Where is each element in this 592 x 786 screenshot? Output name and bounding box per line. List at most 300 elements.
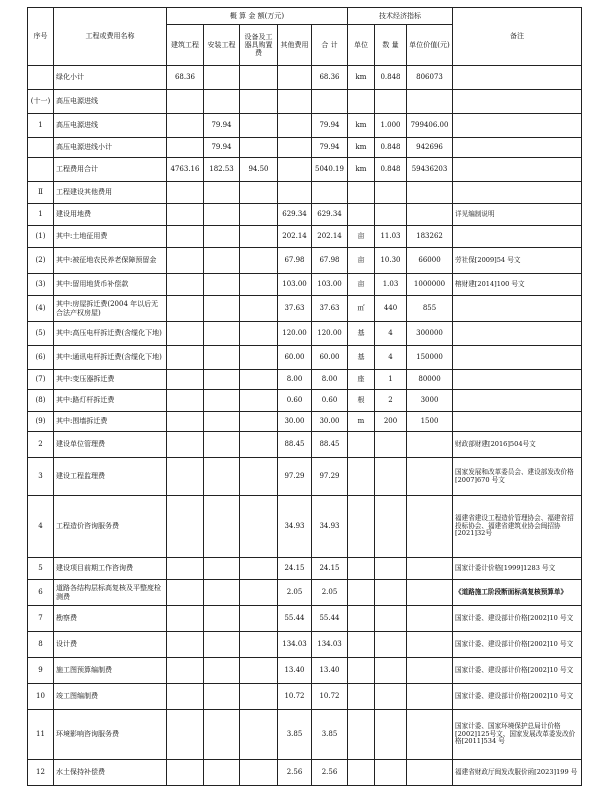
row-other-cell: 2.56 [278,760,312,786]
row-other-cell [278,90,312,114]
row-total-cell: 134.03 [312,632,348,658]
row-name-cell: 其中:土地征用费 [54,226,167,248]
row-other-cell: 134.03 [278,632,312,658]
row-name-cell: 高压电源进线 [54,114,167,138]
row-seq-cell: Ⅱ [28,182,54,204]
row-equipment-cell [240,606,278,632]
table-row [28,204,582,226]
row-seq-cell: (1) [28,226,54,248]
row-qty-cell: 200 [375,412,407,432]
header-tech-group: 技术经济指标 [348,8,453,25]
table-row [28,580,582,606]
row-name-cell: 设计费 [54,632,167,658]
row-unit-value-cell [407,496,453,558]
row-install-cell [204,90,240,114]
row-total-cell: 24.15 [312,558,348,580]
row-seq-cell: 12 [28,760,54,786]
row-seq-cell: 11 [28,710,54,760]
row-install-cell [204,390,240,412]
row-total-cell: 79.94 [312,114,348,138]
row-total-cell: 629.34 [312,204,348,226]
row-other-cell: 103.00 [278,274,312,296]
row-remark-cell: 福建省财政厅闽发改服价函[2023]199 号 [453,760,582,786]
row-equipment-cell [240,90,278,114]
row-install-cell [204,412,240,432]
row-install-cell [204,322,240,346]
row-building-cell [167,710,204,760]
row-qty-cell: 1 [375,370,407,390]
row-equipment-cell [240,274,278,296]
row-equipment-cell [240,710,278,760]
row-total-cell: 67.98 [312,248,348,274]
header-install: 安装工程 [204,25,240,66]
row-other-cell [278,158,312,182]
row-other-cell: 24.15 [278,558,312,580]
row-unit-cell: ㎡ [348,296,375,322]
row-other-cell: 3.85 [278,710,312,760]
row-qty-cell [375,658,407,684]
row-building-cell [167,226,204,248]
row-unit-value-cell: 855 [407,296,453,322]
table-row [28,226,582,248]
row-qty-cell: 11.03 [375,226,407,248]
row-unit-cell: m [348,412,375,432]
row-qty-cell: 1.000 [375,114,407,138]
row-unit-cell: 根 [348,390,375,412]
row-building-cell [167,458,204,496]
row-unit-value-cell [407,710,453,760]
row-install-cell [204,580,240,606]
row-name-cell: 其中:通讯电杆拆迁费(含缆化下地) [54,346,167,370]
row-install-cell [204,296,240,322]
row-install-cell: 79.94 [204,138,240,158]
row-remark-cell: 国家计委、建设部计价格[2002]10 号文 [453,632,582,658]
row-total-cell: 79.94 [312,138,348,158]
row-unit-value-cell [407,182,453,204]
table-row [28,606,582,632]
row-building-cell [167,90,204,114]
row-unit-value-cell: 799406.00 [407,114,453,138]
row-unit-value-cell [407,580,453,606]
row-other-cell: 55.44 [278,606,312,632]
row-unit-value-cell: 150000 [407,346,453,370]
row-seq-cell: (6) [28,346,54,370]
row-install-cell: 182.53 [204,158,240,182]
row-seq-cell: 10 [28,684,54,710]
row-unit-value-cell [407,90,453,114]
header-unit: 单位 [348,25,375,66]
row-equipment-cell [240,138,278,158]
row-remark-cell [453,370,582,390]
row-seq-cell: (3) [28,274,54,296]
row-qty-cell: 2 [375,390,407,412]
row-unit-value-cell [407,658,453,684]
row-total-cell: 103.00 [312,274,348,296]
row-unit-cell [348,558,375,580]
row-name-cell: 建设单位管理费 [54,432,167,458]
row-unit-cell: 亩 [348,274,375,296]
row-name-cell: 工程造价咨询服务费 [54,496,167,558]
row-remark-cell: 福建省建设工程造价管理协会、福建省招投标协会、福建省建筑业协会闽招协[2021]32号 [453,496,582,558]
row-name-cell: 其中:变压器拆迁费 [54,370,167,390]
row-unit-cell [348,580,375,606]
row-equipment-cell [240,412,278,432]
row-building-cell [167,296,204,322]
row-remark-cell [453,390,582,412]
row-total-cell: 30.00 [312,412,348,432]
row-seq-cell: (2) [28,248,54,274]
table-row [28,66,582,90]
row-building-cell [167,248,204,274]
table-row [28,296,582,322]
row-name-cell: 道路各结构层标高复核及平整度检测费 [54,580,167,606]
row-seq-cell: 3 [28,458,54,496]
table-row [28,632,582,658]
row-remark-cell [453,296,582,322]
row-remark-cell [453,182,582,204]
header-qty: 数 量 [375,25,407,66]
row-install-cell [204,658,240,684]
row-building-cell [167,138,204,158]
row-name-cell: 环境影响咨询服务费 [54,710,167,760]
row-building-cell [167,390,204,412]
header-other: 其他费用 [278,25,312,66]
row-qty-cell: 0.848 [375,138,407,158]
table-row [28,390,582,412]
header-equipment: 设备及工器具购置费 [240,25,278,66]
row-install-cell [204,760,240,786]
header-unit-value: 单位价值(元) [407,25,453,66]
row-name-cell: 其中:留用地货币补偿款 [54,274,167,296]
row-equipment-cell [240,114,278,138]
row-seq-cell: 7 [28,606,54,632]
row-install-cell [204,204,240,226]
row-qty-cell [375,632,407,658]
row-other-cell: 88.45 [278,432,312,458]
row-building-cell [167,496,204,558]
row-seq-cell: (十一) [28,90,54,114]
row-total-cell: 34.93 [312,496,348,558]
row-total-cell [312,182,348,204]
row-name-cell: 勘察费 [54,606,167,632]
row-total-cell: 10.72 [312,684,348,710]
header-remark: 备注 [453,8,582,66]
row-name-cell: 工程费用合计 [54,158,167,182]
row-total-cell: 202.14 [312,226,348,248]
row-other-cell [278,66,312,90]
row-building-cell [167,760,204,786]
table-row [28,496,582,558]
row-seq-cell [28,158,54,182]
row-building-cell: 4763.16 [167,158,204,182]
row-qty-cell [375,90,407,114]
row-remark-cell [453,138,582,158]
row-qty-cell: 0.848 [375,158,407,182]
row-building-cell [167,658,204,684]
table-row [28,458,582,496]
row-unit-value-cell [407,558,453,580]
row-unit-cell [348,458,375,496]
row-remark-cell: 劳社保[2009]54 号文 [453,248,582,274]
row-qty-cell [375,760,407,786]
row-equipment-cell [240,322,278,346]
row-equipment-cell [240,580,278,606]
row-seq-cell: 1 [28,204,54,226]
row-install-cell [204,274,240,296]
row-seq-cell: (4) [28,296,54,322]
row-seq-cell: 6 [28,580,54,606]
row-install-cell [204,226,240,248]
row-install-cell [204,248,240,274]
row-building-cell [167,322,204,346]
row-install-cell [204,432,240,458]
table-row [28,412,582,432]
row-seq-cell [28,138,54,158]
row-equipment-cell [240,226,278,248]
row-unit-cell: 亩 [348,226,375,248]
row-qty-cell [375,432,407,458]
row-install-cell [204,558,240,580]
row-seq-cell: (9) [28,412,54,432]
row-name-cell: 竣工图编制费 [54,684,167,710]
row-name-cell: 其中:路灯杆拆迁费 [54,390,167,412]
row-name-cell: 建设项目前期工作咨询费 [54,558,167,580]
row-other-cell: 67.98 [278,248,312,274]
row-equipment-cell [240,458,278,496]
row-remark-cell: 财政部财建[2016]504号文 [453,432,582,458]
row-equipment-cell [240,248,278,274]
row-qty-cell: 440 [375,296,407,322]
row-other-cell: 202.14 [278,226,312,248]
row-other-cell: 120.00 [278,322,312,346]
row-remark-cell: 详见编制说明 [453,204,582,226]
row-seq-cell: (5) [28,322,54,346]
row-remark-cell [453,158,582,182]
row-unit-value-cell [407,684,453,710]
row-qty-cell: 4 [375,322,407,346]
row-remark-cell: 国家计委计价格[1999]1283 号文 [453,558,582,580]
row-total-cell: 97.29 [312,458,348,496]
row-name-cell: 工程建设其他费用 [54,182,167,204]
row-remark-cell: 国家计委、建设部计价格[2002]10 号文 [453,658,582,684]
row-remark-cell [453,114,582,138]
row-unit-cell: 基 [348,322,375,346]
row-equipment-cell [240,496,278,558]
table-row [28,370,582,390]
row-total-cell: 120.00 [312,322,348,346]
row-qty-cell: 1.03 [375,274,407,296]
row-qty-cell [375,558,407,580]
row-other-cell: 60.00 [278,346,312,370]
row-unit-cell [348,204,375,226]
row-qty-cell: 10.30 [375,248,407,274]
row-seq-cell: 8 [28,632,54,658]
row-equipment-cell [240,346,278,370]
row-remark-cell [453,346,582,370]
row-qty-cell [375,458,407,496]
row-building-cell [167,346,204,370]
row-name-cell: 绿化小计 [54,66,167,90]
row-total-cell: 13.40 [312,658,348,684]
row-install-cell [204,684,240,710]
row-unit-value-cell: 3000 [407,390,453,412]
row-seq-cell: 4 [28,496,54,558]
table-body [28,66,582,786]
table-header [28,8,582,66]
row-name-cell: 其中:高压电杆拆迁费(含缆化下地) [54,322,167,346]
row-unit-cell: km [348,158,375,182]
row-name-cell: 其中:被征地农民养老保障预留金 [54,248,167,274]
table-row [28,760,582,786]
row-other-cell: 97.29 [278,458,312,496]
row-unit-cell: km [348,138,375,158]
row-name-cell: 其中:房屋拆迁费(2004 年以后无合法产权房屋) [54,296,167,322]
table-row [28,114,582,138]
row-install-cell [204,632,240,658]
row-building-cell [167,606,204,632]
row-building-cell [167,684,204,710]
row-building-cell [167,412,204,432]
row-equipment-cell [240,370,278,390]
row-remark-cell [453,322,582,346]
row-unit-value-cell: 806073 [407,66,453,90]
row-other-cell: 37.63 [278,296,312,322]
table-row [28,432,582,458]
row-total-cell: 60.00 [312,346,348,370]
row-equipment-cell [240,658,278,684]
row-building-cell [167,632,204,658]
row-remark-cell [453,66,582,90]
row-other-cell: 8.00 [278,370,312,390]
row-qty-cell [375,684,407,710]
table-row [28,346,582,370]
row-qty-cell: 0.848 [375,66,407,90]
row-unit-cell [348,658,375,684]
row-qty-cell [375,580,407,606]
row-name-cell: 建设工程监理费 [54,458,167,496]
row-qty-cell: 4 [375,346,407,370]
row-qty-cell [375,606,407,632]
row-name-cell: 高压电源进线小计 [54,138,167,158]
row-unit-value-cell [407,606,453,632]
row-total-cell: 37.63 [312,296,348,322]
row-seq-cell: 5 [28,558,54,580]
row-other-cell: 0.60 [278,390,312,412]
budget-table [27,7,582,786]
row-remark-cell: 国家计委、国家环境保护总局计价格[2002]125号文、国家发展改革委发改价格[2011]534 号 [453,710,582,760]
row-unit-cell: 基 [348,346,375,370]
row-seq-cell: 9 [28,658,54,684]
row-install-cell: 79.94 [204,114,240,138]
row-unit-cell [348,710,375,760]
row-seq-cell: 1 [28,114,54,138]
header-building: 建筑工程 [167,25,204,66]
header-seq: 序号 [28,8,54,66]
row-equipment-cell [240,632,278,658]
row-unit-value-cell: 300000 [407,322,453,346]
row-total-cell: 3.85 [312,710,348,760]
row-unit-value-cell [407,458,453,496]
row-building-cell [167,558,204,580]
row-equipment-cell [240,296,278,322]
row-equipment-cell [240,432,278,458]
table-row [28,158,582,182]
row-other-cell: 10.72 [278,684,312,710]
row-seq-cell: (8) [28,390,54,412]
row-equipment-cell: 94.50 [240,158,278,182]
row-install-cell [204,346,240,370]
table-row [28,322,582,346]
row-seq-cell: (7) [28,370,54,390]
row-unit-value-cell: 59436203 [407,158,453,182]
row-total-cell: 68.36 [312,66,348,90]
row-name-cell: 水土保持补偿费 [54,760,167,786]
row-other-cell [278,138,312,158]
row-unit-cell: 座 [348,370,375,390]
row-unit-cell [348,760,375,786]
row-equipment-cell [240,684,278,710]
row-remark-cell [453,226,582,248]
row-install-cell [204,496,240,558]
row-building-cell [167,204,204,226]
row-building-cell [167,370,204,390]
row-unit-value-cell: 183262 [407,226,453,248]
row-equipment-cell [240,390,278,412]
row-building-cell [167,580,204,606]
row-seq-cell: 2 [28,432,54,458]
row-unit-cell [348,90,375,114]
row-install-cell [204,710,240,760]
row-other-cell: 2.05 [278,580,312,606]
row-remark-cell: 国家发展和改革委员会、建设部发改价格[2007]670 号文 [453,458,582,496]
row-name-cell: 其中:围墙拆迁费 [54,412,167,432]
row-other-cell: 13.40 [278,658,312,684]
row-other-cell: 629.34 [278,204,312,226]
row-total-cell: 55.44 [312,606,348,632]
row-equipment-cell [240,182,278,204]
table-row [28,658,582,684]
row-qty-cell [375,496,407,558]
row-unit-value-cell: 66000 [407,248,453,274]
table-row [28,182,582,204]
row-other-cell [278,182,312,204]
row-total-cell [312,90,348,114]
row-unit-value-cell: 1500 [407,412,453,432]
row-building-cell [167,182,204,204]
table-row [28,274,582,296]
row-unit-cell [348,606,375,632]
row-equipment-cell [240,66,278,90]
row-unit-cell [348,684,375,710]
row-total-cell: 88.45 [312,432,348,458]
row-remark-cell: 榕财建[2014]100 号文 [453,274,582,296]
row-unit-cell: 亩 [348,248,375,274]
row-building-cell [167,274,204,296]
row-remark-cell: 国家计委、建设部计价格[2002]10 号文 [453,684,582,710]
row-building-cell [167,432,204,458]
header-name: 工程或费用名称 [54,8,167,66]
row-total-cell: 2.56 [312,760,348,786]
row-unit-value-cell [407,760,453,786]
row-seq-cell [28,66,54,90]
row-unit-value-cell [407,204,453,226]
row-total-cell: 5040.19 [312,158,348,182]
row-unit-cell [348,432,375,458]
row-install-cell [204,458,240,496]
row-name-cell: 建设用地费 [54,204,167,226]
row-unit-value-cell: 1000000 [407,274,453,296]
header-budget-group: 概 算 金 额(万元) [167,8,348,25]
